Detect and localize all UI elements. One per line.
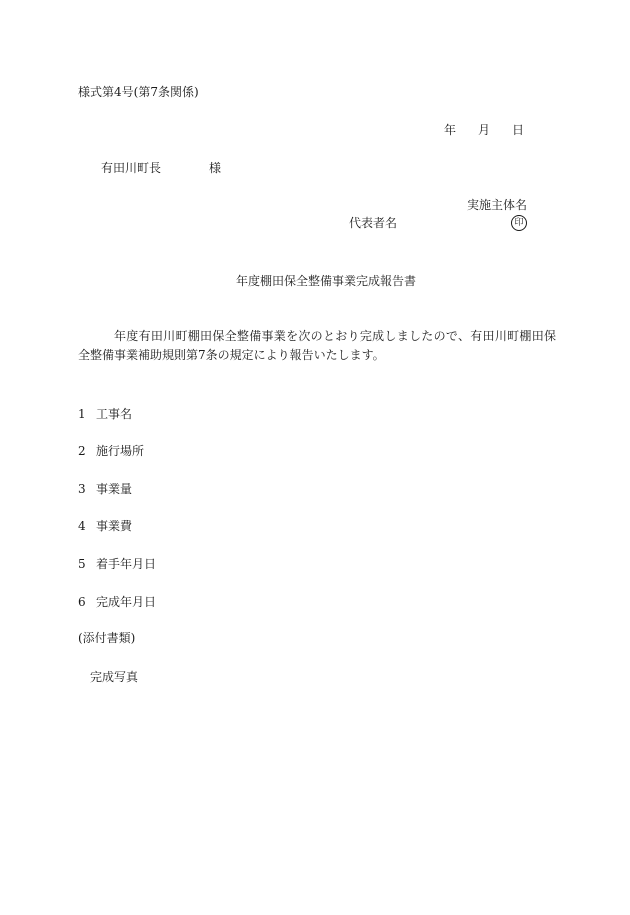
list-item [78,406,132,422]
date-line [444,122,524,138]
addressee [101,160,221,176]
list-item [78,556,156,572]
attachment-item: 完成写真 [90,670,139,684]
date-month: 月 [478,123,491,137]
attachments-heading: (添付書類) [78,631,136,645]
list-item [78,594,156,610]
form-number: 様式第4号(第7条関係) [78,85,199,99]
list-item [78,481,132,497]
item-number: 3 [78,482,86,496]
representative-label: 代表者名 [349,216,398,230]
item-label: 着手年月日 [96,557,157,571]
item-label: 工事名 [96,407,133,421]
item-number: 1 [78,407,86,421]
item-label: 事業量 [96,482,133,496]
item-label: 完成年月日 [96,595,157,609]
seal-icon: 印 [511,215,527,231]
addressee-honorific: 様 [209,161,222,175]
date-year: 年 [444,123,457,137]
item-number: 2 [78,444,86,458]
list-item [78,518,132,534]
addressee-name: 有田川町長 [101,161,162,175]
document-title: 年度棚田保全整備事業完成報告書 [236,274,417,288]
item-number: 6 [78,595,86,609]
document-body: 年度有田川町棚田保全整備事業を次のとおり完成しましたので、有田川町棚田保全整備事業補助規則第7条の規定により報告いたします。 [78,329,556,362]
item-label: 事業費 [96,519,133,533]
item-number: 4 [78,519,86,533]
item-label: 施行場所 [96,444,145,458]
item-number: 5 [78,557,86,571]
date-day: 日 [512,123,525,137]
implementer-label: 実施主体名 [467,198,528,212]
list-item [78,443,144,459]
